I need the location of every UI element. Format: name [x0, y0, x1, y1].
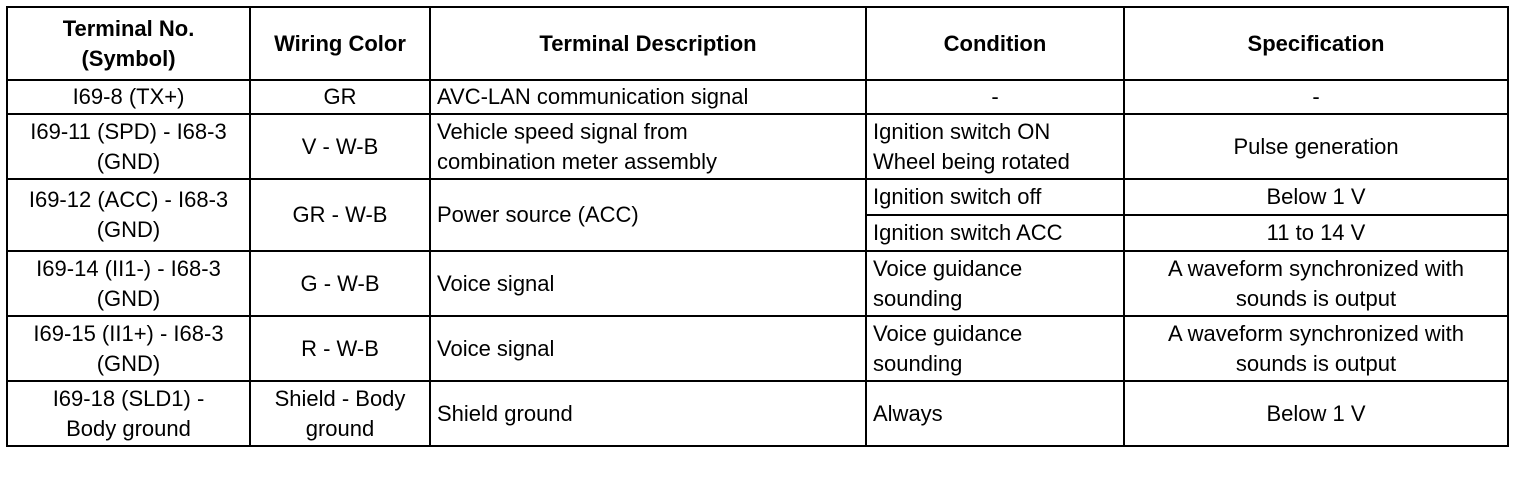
cell-condition: Always: [866, 381, 1124, 446]
cell-specification: A waveform synchronized with sounds is output: [1124, 251, 1508, 316]
header-condition: Condition: [866, 7, 1124, 80]
cell-terminal: I69-14 (II1-) - I68-3 (GND): [7, 251, 250, 316]
header-terminal-description: Terminal Description: [430, 7, 866, 80]
cell-condition: -: [866, 80, 1124, 114]
cell-specification: Below 1 V: [1124, 179, 1508, 215]
header-terminal-no: Terminal No. (Symbol): [7, 7, 250, 80]
cell-wiring-color: G - W-B: [250, 251, 430, 316]
cell-wiring-color: Shield - Body ground: [250, 381, 430, 446]
table-row: [7, 316, 1508, 381]
cell-condition: Voice guidance sounding: [866, 316, 1124, 381]
table-row: [7, 381, 1508, 446]
cell-specification: Pulse generation: [1124, 114, 1508, 179]
cell-wiring-color: GR - W-B: [250, 179, 430, 251]
table-row: [7, 179, 1508, 215]
cell-description: Voice signal: [430, 316, 866, 381]
cell-description: Voice signal: [430, 251, 866, 316]
header-specification: Specification: [1124, 7, 1508, 80]
terminal-spec-table: [6, 6, 1509, 447]
cell-terminal: I69-8 (TX+): [7, 80, 250, 114]
header-wiring-color: Wiring Color: [250, 7, 430, 80]
cell-description: Vehicle speed signal from combination meter assembly: [430, 114, 866, 179]
table-row: [7, 80, 1508, 114]
cell-specification: 11 to 14 V: [1124, 215, 1508, 251]
cell-condition: Ignition switch off: [866, 179, 1124, 215]
cell-specification: Below 1 V: [1124, 381, 1508, 446]
header-row: [7, 7, 1508, 80]
cell-condition: Ignition switch ACC: [866, 215, 1124, 251]
cell-terminal: I69-12 (ACC) - I68-3 (GND): [7, 179, 250, 251]
cell-description: Power source (ACC): [430, 179, 866, 251]
table-row: [7, 251, 1508, 316]
cell-terminal: I69-18 (SLD1) - Body ground: [7, 381, 250, 446]
cell-specification: A waveform synchronized with sounds is output: [1124, 316, 1508, 381]
cell-description: Shield ground: [430, 381, 866, 446]
cell-wiring-color: V - W-B: [250, 114, 430, 179]
cell-specification: -: [1124, 80, 1508, 114]
table-row: [7, 114, 1508, 179]
cell-condition: Ignition switch ON Wheel being rotated: [866, 114, 1124, 179]
cell-terminal: I69-15 (II1+) - I68-3 (GND): [7, 316, 250, 381]
cell-condition: Voice guidance sounding: [866, 251, 1124, 316]
cell-wiring-color: R - W-B: [250, 316, 430, 381]
cell-description: AVC-LAN communication signal: [430, 80, 866, 114]
cell-wiring-color: GR: [250, 80, 430, 114]
cell-terminal: I69-11 (SPD) - I68-3 (GND): [7, 114, 250, 179]
